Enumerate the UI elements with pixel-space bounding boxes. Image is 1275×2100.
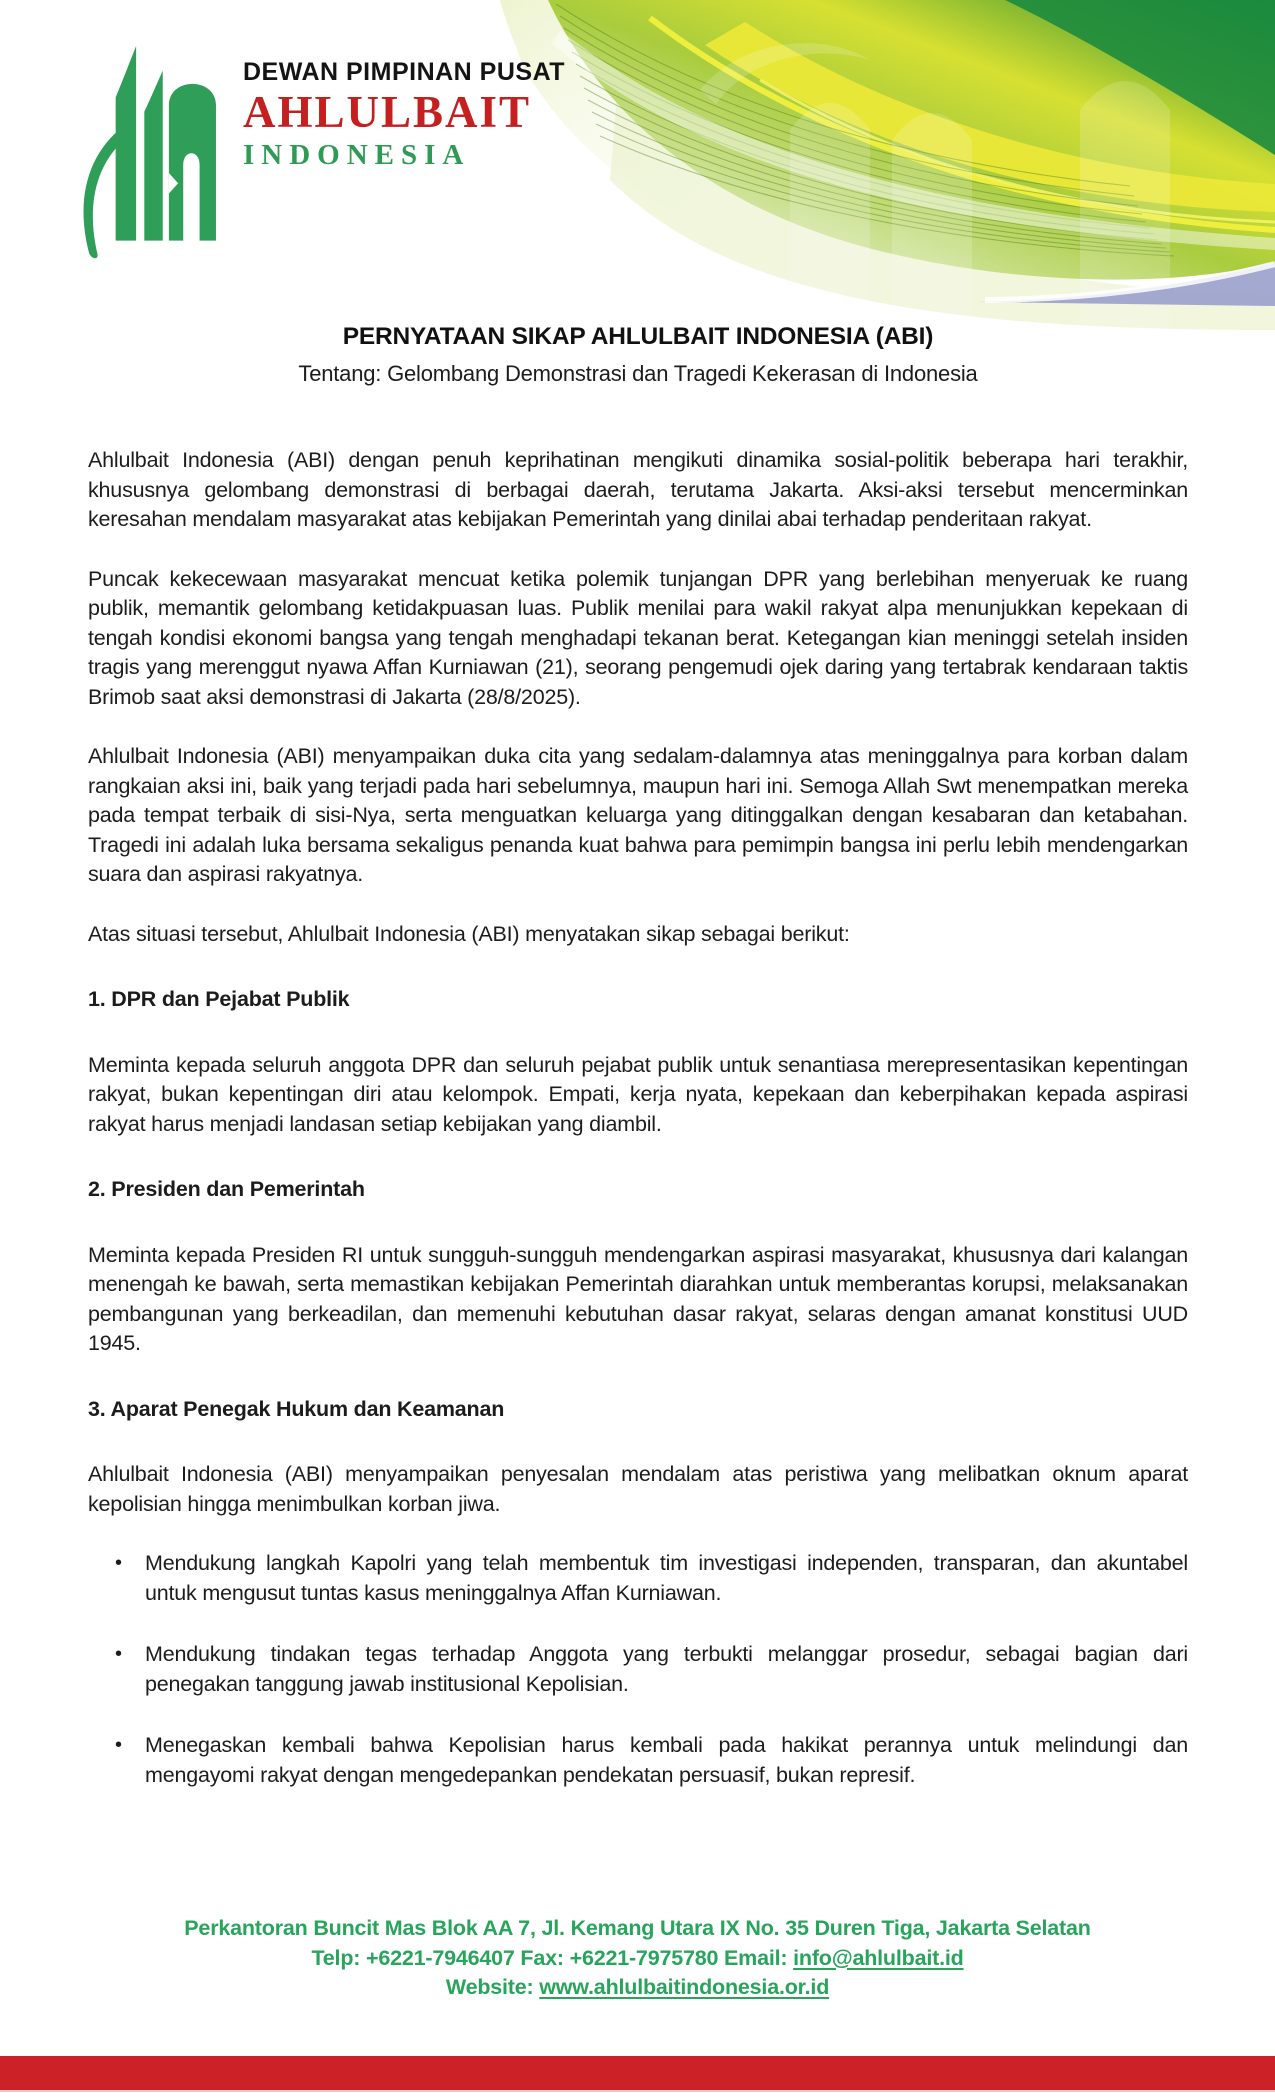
bullet-marker-icon: • (115, 1552, 122, 1574)
footer-website-link[interactable]: www.ahlulbaitindonesia.or.id (539, 1975, 830, 1999)
statement-body (88, 322, 1188, 1822)
bullet-marker-icon: • (115, 1643, 122, 1665)
statement-lead-line: Atas situasi tersebut, Ahlulbait Indonesia (ABI) menyatakan sikap sebagai berikut: (88, 921, 850, 946)
abi-logo-icon (55, 44, 250, 259)
bullet-item-3 (88, 1731, 1188, 1790)
footer-email-link[interactable]: info@ahlulbait.id (793, 1945, 964, 1970)
bullet-item-2 (88, 1640, 1188, 1699)
org-dept-line: DEWAN PIMPINAN PUSAT (243, 58, 566, 86)
section-heading-3: 3. Aparat Penegak Hukum dan Keamanan (88, 1396, 505, 1421)
org-name: AHLULBAIT (243, 87, 532, 137)
letterhead (243, 58, 565, 172)
bullet-text: Mendukung langkah Kapolri yang telah membentuk tim investigasi independen, transparan, dan akuntabel untuk mengusut tuntas kasus meninggalnya Affan Kurniawan. (145, 1551, 1188, 1605)
footer-address: Perkantoran Buncit Mas Blok AA 7, Jl. Kemang Utara IX No. 35 Duren Tiga, Jakarta Selatan (184, 1916, 1091, 1940)
section-body-2: Meminta kepada Presiden RI untuk sungguh-sungguh mendengarkan aspirasi masyarakat, khususnya dari kalangan menengah ke bawah, serta memastikan kebijakan Pemerintah diarahkan untuk memberantas korupsi, melaksanakan pembangunan yang berkeadilan, dan memenuhi kebutuhan dasar rakyat, selaras dengan amanat konstitusi UUD 1945. (88, 1242, 1188, 1355)
intro-paragraph-3: Ahlulbait Indonesia (ABI) menyampaikan duka cita yang sedalam-dalamnya atas meninggalnya para korban dalam rangkaian aksi ini, baik yang terjadi pada hari sebelumnya, maupun hari ini. Semoga Allah Swt menempatkan mereka pada tempat terbaik di sisi-Nya, serta menguatkan keluarga yang ditinggalkan dengan kesabaran dan ketabahan. Tragedi ini adalah luka bersama sekaligus penanda kuat bahwa para pemimpin bangsa ini perlu lebih mendengarkan suara dan aspirasi rakyatnya. (88, 744, 1188, 886)
statement-subtitle: Tentang: Gelombang Demonstrasi dan Tragedi Kekerasan di Indonesia (298, 360, 978, 386)
statement-title: PERNYATAAN SIKAP AHLULBAIT INDONESIA (ABI) (342, 323, 934, 350)
footer-contact-line (0, 1944, 1275, 1974)
section-heading-2: 2. Presiden dan Pemerintah (88, 1177, 365, 1201)
letter-footer (0, 1914, 1275, 2003)
org-country: INDONESIA (243, 138, 471, 171)
bullet-list (88, 1549, 1188, 1790)
footer-website-line (0, 1973, 1275, 2003)
intro-paragraph-1: Ahlulbait Indonesia (ABI) dengan penuh keprihatinan mengikuti dinamika sosial-politik beberapa hari terakhir, khususnya gelombang demonstrasi di berbagai daerah, terutama Jakarta. Aksi-aksi tersebut mencerminkan keresahan mendalam masyarakat atas kebijakan Pemerintah yang dinilai abai terhadap penderitaan rakyat. (88, 448, 1188, 531)
section-body-3: Ahlulbait Indonesia (ABI) menyampaikan penyesalan mendalam atas peristiwa yang melibatkan oknum aparat kepolisian hingga menimbulkan korban jiwa. (88, 1462, 1188, 1516)
bullet-text: Menegaskan kembali bahwa Kepolisian harus kembali pada hakikat perannya untuk melindungi dan mengayomi rakyat dengan mengedepankan pendekatan persuasif, bukan represif. (145, 1733, 1188, 1787)
bullet-text: Mendukung tindakan tegas terhadap Anggota yang terbukti melanggar prosedur, sebagai bagian dari penegakan tanggung jawab institusional Kepolisian. (145, 1642, 1188, 1696)
section-body-1: Meminta kepada seluruh anggota DPR dan seluruh pejabat publik untuk senantiasa merepresentasikan kepentingan rakyat, bukan kepentingan diri atau kelompok. Empati, kerja nyata, kepekaan dan keberpihakan kepada aspirasi rakyat harus menjadi landasan setiap kebijakan yang diambil. (88, 1052, 1188, 1136)
bottom-accent-bar (0, 2056, 1275, 2092)
intro-paragraph-2: Puncak kekecewaan masyarakat mencuat ketika polemik tunjangan DPR yang berlebihan menyeruak ke ruang publik, memantik gelombang ketidakpuasan luas. Publik menilai para wakil rakyat alpa menunjukkan kepekaan di tengah kondisi ekonomi bangsa yang tengah menghadapi tekanan berat. Ketegangan kian meninggi setelah insiden tragis yang merenggut nyawa Affan Kurniawan (21), seorang pengemudi ojek daring yang tertabrak kendaraan taktis Brimob saat aksi demonstrasi di Jakarta (28/8/2025). (88, 566, 1188, 709)
footer-website-prefix: Website: (445, 1975, 540, 1999)
bullet-item-1 (88, 1549, 1188, 1608)
footer-contact-prefix: Telp: +6221-7946407 Fax: +6221-7975780 Email: (311, 1945, 794, 1970)
section-heading-1: 1. DPR dan Pejabat Publik (88, 987, 350, 1011)
bullet-marker-icon: • (115, 1734, 122, 1756)
